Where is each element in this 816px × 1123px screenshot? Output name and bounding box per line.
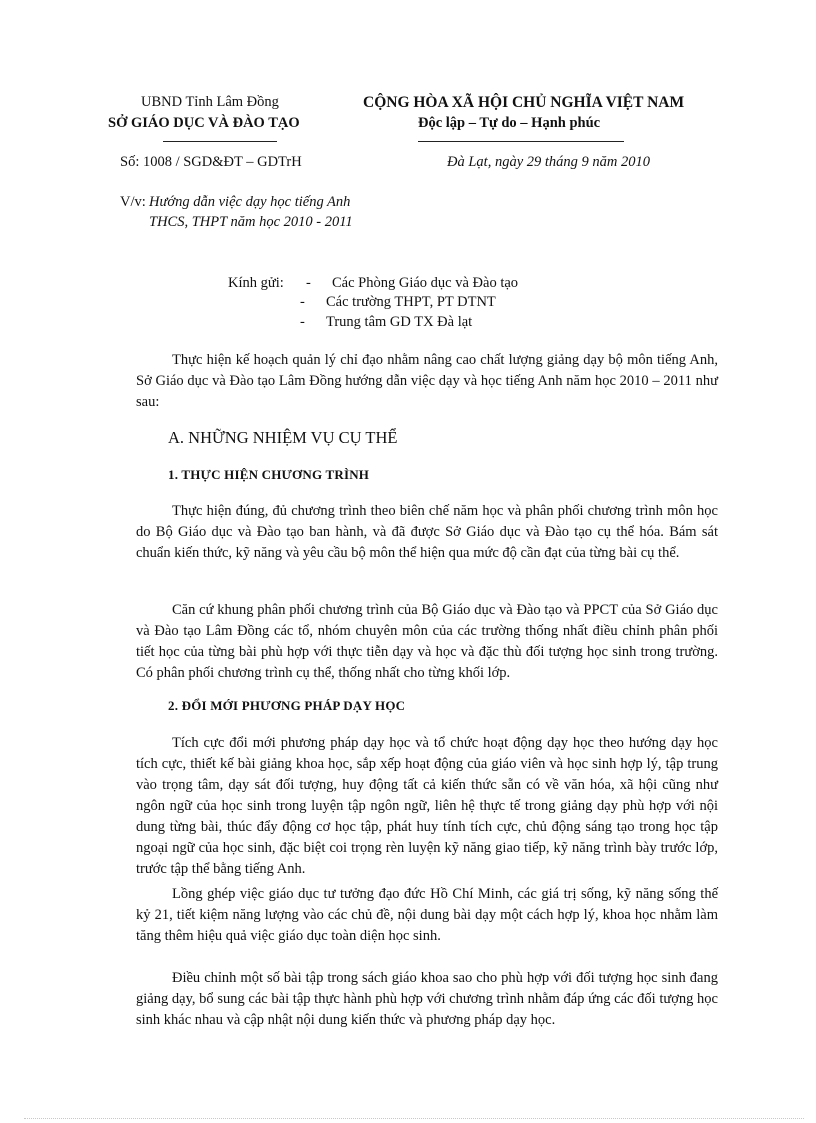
recipient-item: Các Phòng Giáo dục và Đào tạo bbox=[332, 275, 519, 291]
recipient-item: Các trường THPT, PT DTNT bbox=[326, 294, 496, 310]
section-2-paragraph: Tích cực đổi mới phương pháp dạy học và tổ chức hoạt động dạy học theo hướng dạy học tích cực, thiết kế bài giảng khoa học, sắp xếp hoạt động của giáo viên và học sinh hợp lý, tập trung vào trọng tâm, dạy sát đối tượng, huy động tất cả kiến thức sẵn có về văn hóa, xã hội cũng như ngôn ngữ của học sinh trong luyện tập ngôn ngữ, liên hệ thực tế trong giảng dạy phù hợp với nội dung từng bài, thúc đẩy động cơ học tập, phát huy tính tích cực, chủ động sáng tạo trong học tập ngoại ngữ của học sinh, đặc biệt coi trọng rèn luyện kỹ năng giao tiếp, kỹ năng trình bày trước lớp, trước tập thể bằng tiếng Anh. bbox=[136, 735, 718, 877]
recipient-item: Trung tâm GD TX Đà lạt bbox=[326, 314, 473, 330]
section-2-heading: 2. ĐỔI MỚI PHƯƠNG PHÁP DẠY HỌC bbox=[168, 698, 406, 713]
intro-paragraph: Thực hiện kế hoạch quản lý chỉ đạo nhằm nâng cao chất lượng giảng dạy bộ môn tiếng Anh, Sở Giáo dục và Đào tạo Lâm Đồng hướng dẫn việc dạy và học tiếng Anh năm học 2010 – 2011 như sau: bbox=[136, 352, 718, 410]
recipient-dash: - bbox=[300, 314, 305, 330]
right-header-rule bbox=[418, 141, 624, 142]
section-1-paragraph: Căn cứ khung phân phối chương trình của Bộ Giáo dục và Đào tạo và PPCT của Sở Giáo dục và Đào tạo Lâm Đồng các tổ, nhóm chuyên môn của các trường thống nhất điều chỉnh phân phối tiết học của từng bài phù hợp với thực tiễn dạy và học và đặc thù đối tượng học sinh trong trường. Có phân phối chương trình cụ thể, thống nhất cho từng khối lớp. bbox=[136, 602, 718, 681]
subject-line-1: Hướng dẫn việc dạy học tiếng Anh bbox=[149, 194, 351, 210]
page-bottom-border bbox=[24, 1118, 804, 1119]
subject-line-2: THCS, THPT năm học 2010 - 2011 bbox=[149, 214, 353, 230]
subject-label: V/v: bbox=[120, 194, 146, 210]
national-motto: Độc lập – Tự do – Hạnh phúc bbox=[418, 115, 601, 131]
department-name: SỞ GIÁO DỤC VÀ ĐÀO TẠO bbox=[108, 115, 300, 131]
document-number: Số: 1008 / SGD&ĐT – GDTrH bbox=[120, 154, 302, 170]
national-title: CỘNG HÒA XÃ HỘI CHỦ NGHĨA VIỆT NAM bbox=[363, 94, 685, 111]
section-2-paragraph: Điều chỉnh một số bài tập trong sách giáo khoa sao cho phù hợp với đối tượng học sinh đang giảng dạy, bổ sung các bài tập thực hành phù hợp với chương trình nhằm đáp ứng các đối tượng học sinh khác nhau và cập nhật nội dung kiến thức và phương pháp dạy học. bbox=[136, 970, 718, 1028]
recipient-dash: - bbox=[306, 275, 311, 291]
recipients-label: Kính gửi: bbox=[228, 275, 284, 291]
section-1-heading: 1. THỰC HIỆN CHƯƠNG TRÌNH bbox=[168, 467, 370, 482]
document-date: Đà Lạt, ngày 29 tháng 9 năm 2010 bbox=[447, 154, 650, 170]
left-header-rule bbox=[163, 141, 277, 142]
section-1-paragraph: Thực hiện đúng, đủ chương trình theo biên chế năm học và phân phối chương trình môn học do Bộ Giáo dục và Đào tạo ban hành, và đã được Sở Giáo dục và Đào tạo cụ thể hóa. Bám sát chuẩn kiến thức, kỹ năng và yêu cầu bộ môn thể hiện qua mức độ cần đạt của từng bài cụ thể. bbox=[136, 503, 718, 561]
section-a-heading: A. NHỮNG NHIỆM VỤ CỤ THỂ bbox=[168, 428, 398, 447]
authority-name: UBND Tỉnh Lâm Đồng bbox=[141, 94, 279, 110]
recipient-dash: - bbox=[300, 294, 305, 310]
section-2-paragraph: Lồng ghép việc giáo dục tư tưởng đạo đức Hồ Chí Minh, các giá trị sống, kỹ năng sống thế kỷ 21, tiết kiệm năng lượng vào các chủ đề, nội dung bài dạy một cách hợp lý, khoa học nhằm làm tăng thêm hiệu quả việc giáo dục toàn diện học sinh. bbox=[136, 886, 718, 944]
